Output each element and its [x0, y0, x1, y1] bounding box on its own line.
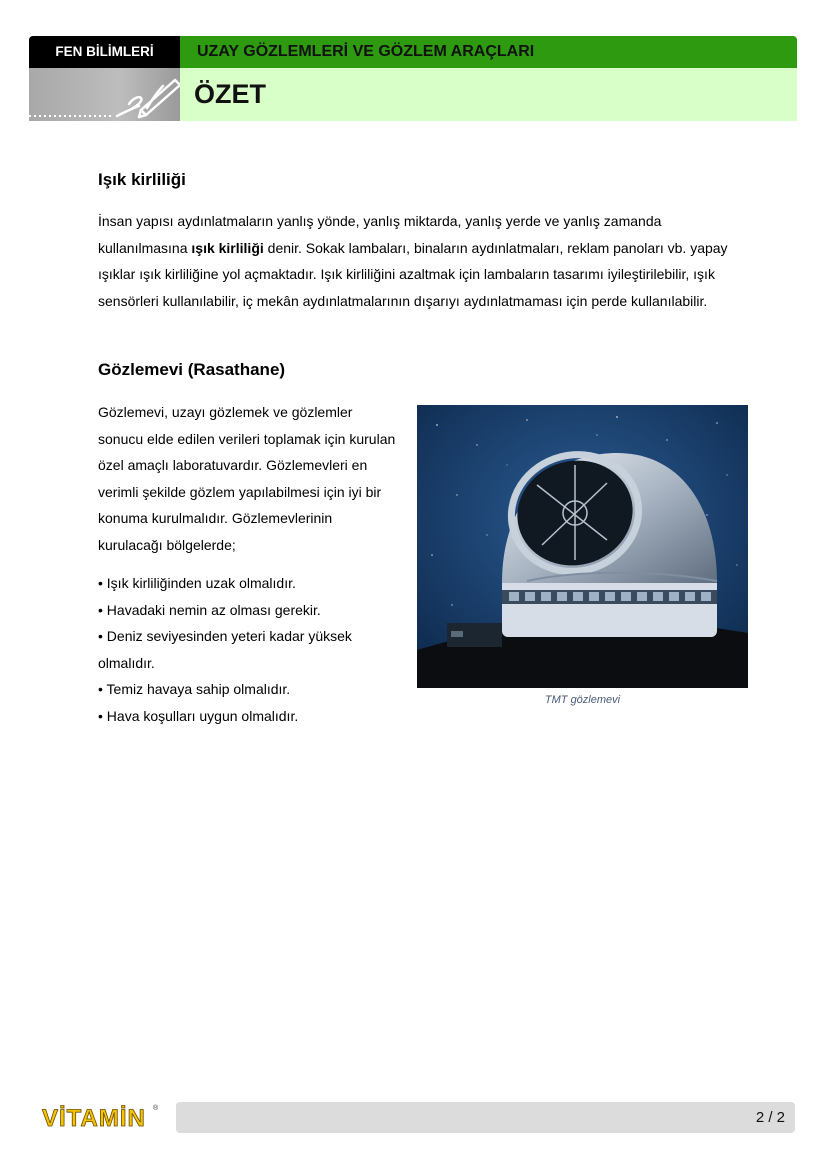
topic-title: UZAY GÖZLEMLERİ VE GÖZLEM ARAÇLARI [180, 36, 797, 68]
light-pollution-term: ışık kirliliği [191, 239, 264, 256]
svg-text:VİTAMİN: VİTAMİN [42, 1105, 146, 1132]
light-pollution-text-start: İnsan yapısı aydınlatmaların yanlış yönde, yanlış miktarda, yanlış yerde ve yanlış zamanda kullanılmasına [98, 213, 662, 256]
observatory-heading: Gözlemevi (Rasathane) [98, 360, 286, 379]
list-item: • Deniz seviyesinden yeteri kadar yüksek olmalıdır. [98, 628, 352, 671]
light-pollution-text-end: denir. Sokak lambaları, binaların aydınlatmaları, reklam panoları vb. yapay ışıklar ışık kirliliğine yol açmaktadır. Işık kirliliğini azaltmak için lambaların tasarımı iyileştirilebilir, ışık sensörleri kullanılabilir, iç mekân aydınlatmalarının dışarıyı aydınlatmaması için perde kullanılabilir. [98, 239, 728, 309]
list-item: • Temiz havaya sahip olmalıdır. [98, 681, 291, 697]
header-icon-box [29, 68, 180, 121]
observatory-photo [417, 405, 748, 688]
list-item: • Işık kirliliğinden uzak olmalıdır. [98, 575, 296, 591]
image-caption: TMT gözlemevi [544, 694, 621, 706]
vitamin-logo-graphic [40, 1100, 160, 1134]
observatory-text: Gözlemevi, uzayı gözlemek ve gözlemler sonucu elde edilen verileri toplamak için kurulan özel amaçlı laboratuvardır. Gözlemevleri en verimli şekilde gözlem yapılabilmesi için iyi bir konuma kurulmalıdır. Gözlemevlerinin kurulacağı bölgelerde; [98, 404, 396, 553]
page-header [29, 36, 797, 121]
page-title: ÖZET [180, 68, 797, 121]
footer-bar [176, 1102, 795, 1133]
list-item: • Havadaki nemin az olması gerekir. [98, 601, 321, 618]
subject-label: FEN BİLİMLERİ [29, 36, 180, 68]
svg-text:®: ® [153, 1105, 159, 1112]
observatory-illustration [417, 405, 748, 688]
vitamin-logo [40, 1100, 160, 1134]
pencil-writing-icon [29, 68, 180, 121]
observatory-criteria-list [98, 570, 398, 729]
light-pollution-heading: Işık kirliliği [98, 170, 186, 189]
page-number: 2 / 2 [755, 1109, 785, 1126]
list-item: • Hava koşulları uygun olmalıdır. [98, 707, 299, 724]
light-pollution-text [98, 208, 728, 314]
